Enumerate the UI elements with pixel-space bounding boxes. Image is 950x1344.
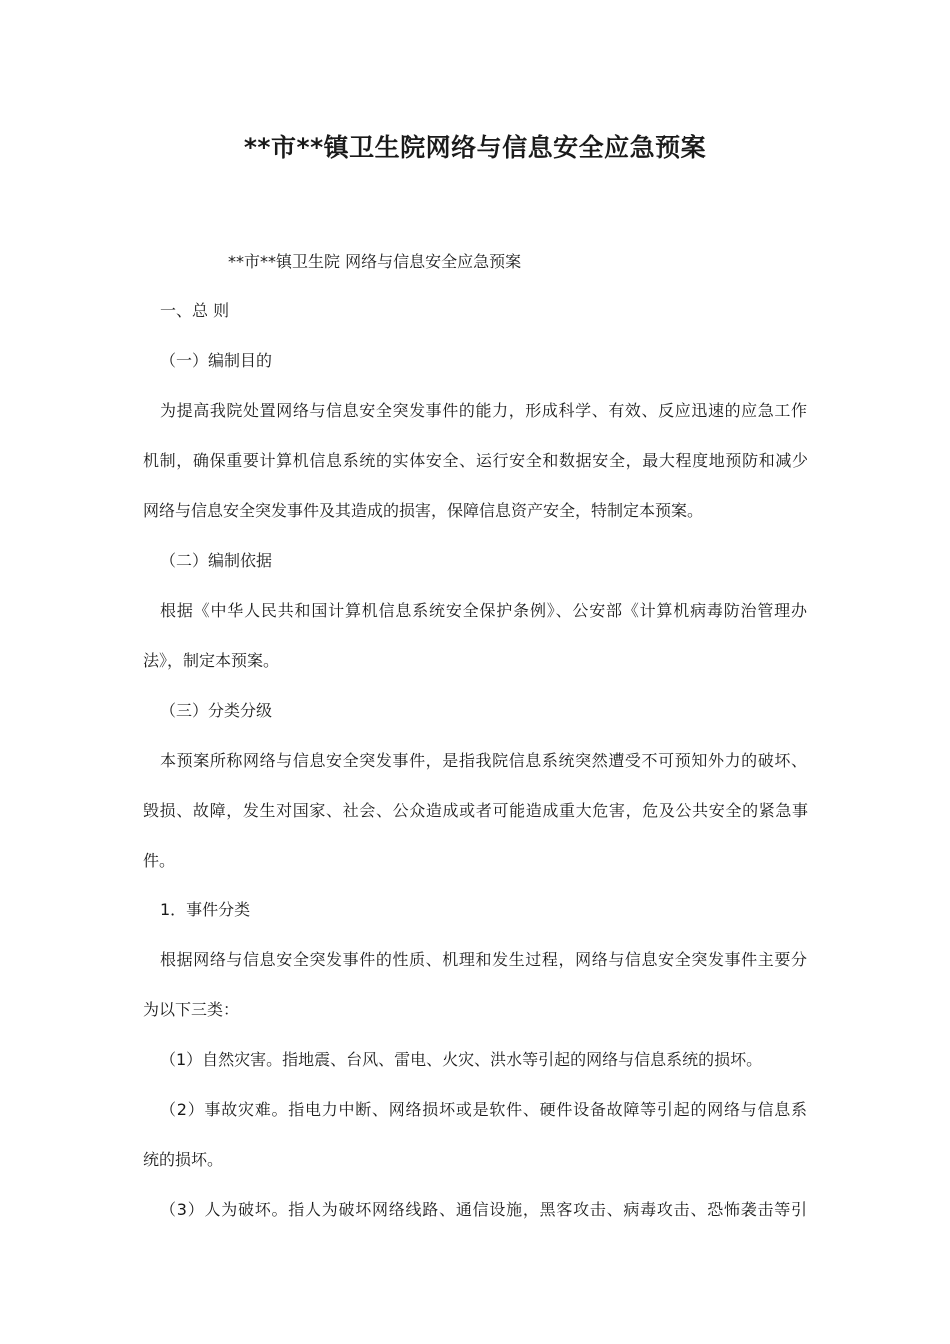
subsection-heading-basis: （二）编制依据 — [160, 551, 273, 570]
document-subtitle: **市**镇卫生院 网络与信息安全应急预案 — [228, 252, 522, 271]
list-item: （3）人为破坏。指人为破坏网络线路、通信设施，黑客攻击、病毒攻击、恐怖袭击等引 — [160, 1200, 807, 1219]
list-item: （2）事故灾难。指电力中断、网络损坏或是软件、硬件设备故障等引起的网络与信息系 — [160, 1100, 807, 1119]
paragraph-line: 为提高我院处置网络与信息安全突发事件的能力，形成科学、有效、反应迅速的应急工作 — [160, 401, 807, 420]
subsection-heading-classification: （三）分类分级 — [160, 701, 273, 720]
paragraph-line: 毁损、故障，发生对国家、社会、公众造成或者可能造成重大危害，危及公共安全的紧急事 — [143, 801, 808, 820]
paragraph-line: 机制，确保重要计算机信息系统的实体安全、运行安全和数据安全，最大程度地预防和减少 — [143, 451, 808, 470]
paragraph-line: 根据网络与信息安全突发事件的性质、机理和发生过程，网络与信息安全突发事件主要分 — [160, 950, 807, 969]
paragraph-line: 统的损坏。 — [143, 1150, 224, 1169]
paragraph-line: 为以下三类： — [143, 1000, 240, 1019]
paragraph-line: 根据《中华人民共和国计算机信息系统安全保护条例》、公安部《计算机病毒防治管理办 — [160, 601, 807, 620]
paragraph-line: 法》，制定本预案。 — [143, 651, 280, 670]
section-heading-general: 一、总 则 — [160, 301, 230, 320]
list-item: （1）自然灾害。指地震、台风、雷电、火灾、洪水等引起的网络与信息系统的损坏。 — [160, 1050, 763, 1069]
paragraph-line: 件。 — [143, 851, 176, 870]
paragraph-line: 网络与信息安全突发事件及其造成的损害，保障信息资产安全，特制定本预案。 — [143, 501, 704, 520]
subsection-heading-purpose: （一）编制目的 — [160, 351, 273, 370]
document-title: **市**镇卫生院网络与信息安全应急预案 — [243, 133, 707, 162]
paragraph-line: 本预案所称网络与信息安全突发事件，是指我院信息系统突然遭受不可预知外力的破坏、 — [160, 751, 807, 770]
item-heading-event-types: 1．事件分类 — [160, 900, 251, 919]
